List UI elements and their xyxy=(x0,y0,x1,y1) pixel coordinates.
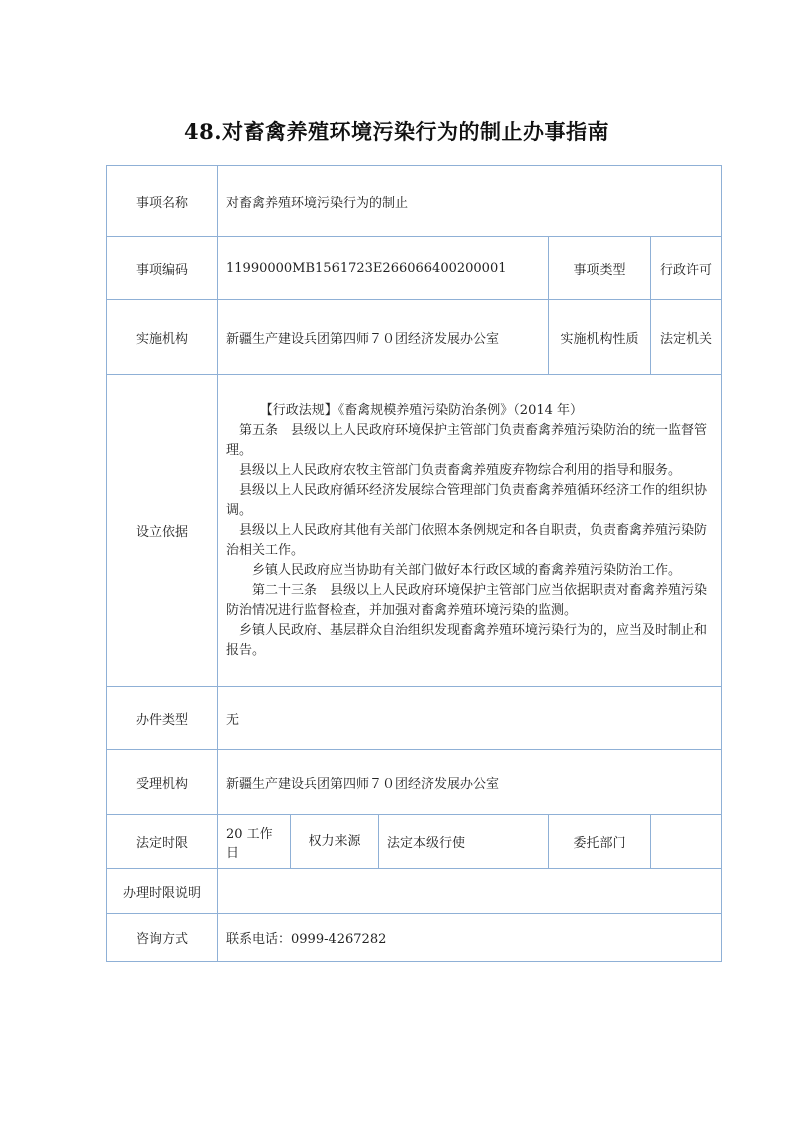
time-note-label: 办理时限说明 xyxy=(107,869,218,914)
entrust-value xyxy=(651,815,722,869)
basis-line: 【行政法规】《畜禽规模养殖污染防治条例》（2014 年） xyxy=(259,402,584,418)
basis-line: 第五条 县级以上人民政府环境保护主管部门负责畜禽养殖污染防治的统一监督管理。 xyxy=(226,422,708,458)
basis-line: 县级以上人民政府其他有关部门依照本条例规定和各自职责，负责畜禽养殖污染防治相关工作。 xyxy=(226,522,708,558)
row-acceptance xyxy=(107,750,722,815)
time-limit-value: 20 工作日 xyxy=(218,815,291,869)
basis-line: 乡镇人民政府、基层群众自治组织发现畜禽养殖环境污染行为的，应当及时制止和报告。 xyxy=(226,622,708,658)
agency-value: 新疆生产建设兵团第四师７０团经济发展办公室 xyxy=(218,300,549,375)
consult-value: 联系电话：0999-4267282 xyxy=(218,914,722,962)
row-agency xyxy=(107,300,722,375)
row-basis xyxy=(107,375,722,687)
acceptance-label: 受理机构 xyxy=(107,750,218,815)
agency-nature-label: 实施机构性质 xyxy=(549,300,651,375)
item-code-value: 11990000MB1561723E266066400200001 xyxy=(218,237,549,300)
page-title: 48.对畜禽养殖环境污染行为的制止办事指南 xyxy=(183,119,610,144)
basis-label: 设立依据 xyxy=(107,375,218,687)
item-type-label: 事项类型 xyxy=(549,237,651,300)
row-consult xyxy=(107,914,722,962)
basis-text xyxy=(218,375,722,687)
basis-line: 县级以上人民政府循环经济发展综合管理部门负责畜禽养殖循环经济工作的组织协调。 xyxy=(226,482,708,518)
basis-line: 第二十三条 县级以上人民政府环境保护主管部门应当依据职责对畜禽养殖污染防治情况进行监督检查，并加强对畜禽养殖环境污染的监测。 xyxy=(226,582,708,618)
acceptance-value: 新疆生产建设兵团第四师７０团经济发展办公室 xyxy=(218,750,722,815)
entrust-label: 委托部门 xyxy=(549,815,651,869)
basis-line: 县级以上人民政府农牧主管部门负责畜禽养殖废弃物综合利用的指导和服务。 xyxy=(239,462,682,478)
row-time-limit xyxy=(107,815,722,869)
consult-label: 咨询方式 xyxy=(107,914,218,962)
item-name-value: 对畜禽养殖环境污染行为的制止 xyxy=(218,166,722,237)
power-source-label: 权力来源 xyxy=(291,815,379,869)
row-item-code xyxy=(107,237,722,300)
case-type-value: 无 xyxy=(218,687,722,750)
agency-nature-value: 法定机关 xyxy=(651,300,722,375)
guide-table xyxy=(106,165,722,962)
agency-label: 实施机构 xyxy=(107,300,218,375)
row-item-name xyxy=(107,166,722,237)
row-case-type xyxy=(107,687,722,750)
item-type-value: 行政许可 xyxy=(651,237,722,300)
case-type-label: 办件类型 xyxy=(107,687,218,750)
item-name-label: 事项名称 xyxy=(107,166,218,237)
time-note-value xyxy=(218,869,722,914)
time-limit-label: 法定时限 xyxy=(107,815,218,869)
item-code-label: 事项编码 xyxy=(107,237,218,300)
basis-line: 乡镇人民政府应当协助有关部门做好本行政区域的畜禽养殖污染防治工作。 xyxy=(252,562,682,578)
power-source-value: 法定本级行使 xyxy=(379,815,549,869)
row-time-note xyxy=(107,869,722,914)
